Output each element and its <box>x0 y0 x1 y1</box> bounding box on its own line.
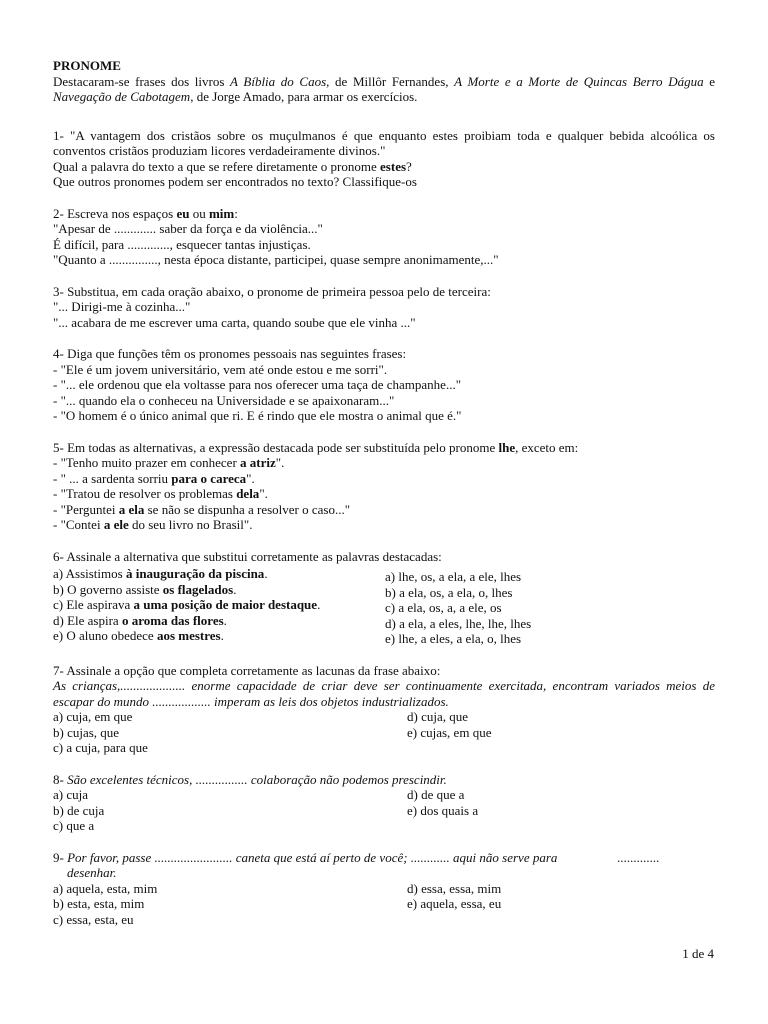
exercise-line <box>53 471 715 487</box>
question-6-heading: 6- Assinale a alternativa que substitui corretamente as palavras destacadas: <box>53 548 442 564</box>
option-text: e) O aluno obedece <box>53 628 157 643</box>
option-text: . <box>220 628 224 643</box>
highlighted-expression: para o careca <box>171 470 247 486</box>
question-9-options <box>53 881 715 928</box>
question-9-heading <box>53 850 715 866</box>
question-text: 5- Em todas as alternativas, a expressão destacada pode ser substituída pelo pronome <box>53 439 499 455</box>
answer-option: d) a ela, a eles, lhe, lhe, lhes <box>385 615 532 631</box>
option-item <box>53 613 385 629</box>
option-text: c) Ele aspirava <box>53 597 134 612</box>
book-title: Navegação de Cabotagem <box>53 89 191 104</box>
page-number: 1 de 4 <box>682 946 714 961</box>
answer-option: a) aquela, esta, mim <box>53 880 158 896</box>
question-8-heading <box>53 772 715 788</box>
options-right <box>407 709 715 756</box>
question-4-heading: 4- Diga que funções têm os pronomes pessoais nas seguintes frases: <box>53 346 407 361</box>
question-sentence: ............. <box>617 849 660 865</box>
option-text: d) Ele aspira <box>53 612 122 628</box>
answer-option: b) de cuja <box>53 802 105 818</box>
question-6 <box>53 549 715 647</box>
options-right <box>407 787 715 834</box>
answer-option: a) cuja <box>53 787 89 802</box>
page-title: PRONOME <box>53 58 121 73</box>
line-text: do seu livro no Brasil". <box>128 517 253 532</box>
option-text: a) Assistimos <box>53 566 126 581</box>
question-9-sentence-end: desenhar. <box>67 865 117 880</box>
question-6-sentences <box>53 566 385 647</box>
option-text: . <box>233 581 237 597</box>
answer-option: c) a ela, os, a, a ele, os <box>385 600 502 615</box>
question-3 <box>53 284 715 331</box>
answer-option: c) a cuja, para que <box>53 740 148 755</box>
exercise-line: "... acabara de me escrever uma carta, quando soube que ele vinha ..." <box>53 314 416 330</box>
answer-option: d) cuja, que <box>407 709 469 724</box>
option-item <box>53 628 385 644</box>
highlighted-expression: a uma posição de maior destaque <box>133 597 318 612</box>
option-item <box>53 582 385 598</box>
line-text: - "Tratou de resolver os problemas <box>53 486 237 501</box>
question-text: ou <box>189 205 209 221</box>
line-text: - "Tenho muito prazer em conhecer <box>53 455 241 470</box>
question-text: , exceto em: <box>515 439 579 455</box>
answer-option: a) lhe, os, a ela, a ele, lhes <box>385 569 522 584</box>
exercise-line: - "... quando ela o conheceu na Universidade e se apaixonaram..." <box>53 392 395 408</box>
question-sentence: Por favor, passe ........................ caneta que está aí perto de você; ............ aqui não serve para <box>67 849 558 865</box>
book-title: A Bíblia do Caos <box>230 73 327 89</box>
question-1 <box>53 128 715 190</box>
line-text: ". <box>246 470 255 486</box>
options-left <box>53 881 407 928</box>
line-text: ". <box>275 455 285 470</box>
question-2 <box>53 206 715 268</box>
option-text: . <box>264 566 268 581</box>
option-text: b) O governo assiste <box>53 581 163 597</box>
highlighted-expression: os flagelados <box>162 581 234 597</box>
exercise-line: - "... ele ordenou que ela voltasse para nos oferecer uma taça de champanhe..." <box>53 377 462 392</box>
intro-text: , de Jorge Amado, para armar os exercícios. <box>190 89 418 104</box>
exercise-line <box>53 455 715 471</box>
exercise-line: "Quanto a ..............., nesta época distante, participei, quase sempre anonimamente,..." <box>53 252 499 267</box>
question-6-columns <box>53 566 715 647</box>
question-sentence: São excelentes técnicos, ................ colaboração não podemos prescindir. <box>67 771 447 787</box>
answer-option: e) aquela, essa, eu <box>407 896 502 911</box>
question-text: 2- Escreva nos espaços <box>53 205 177 221</box>
question-number: 8- <box>53 771 68 787</box>
question-number: 9- <box>53 849 68 865</box>
question-1-line: Que outros pronomes podem ser encontrados no texto? Classifique-os <box>53 174 417 189</box>
question-text: ? <box>406 158 412 174</box>
question-2-heading <box>53 206 715 222</box>
question-8 <box>53 772 715 834</box>
option-text: . <box>317 597 321 612</box>
highlighted-word: estes <box>380 158 407 174</box>
exercise-line: - "Ele é um jovem universitário, vem até onde estou e me sorri". <box>53 361 388 377</box>
question-1-line <box>53 159 715 175</box>
highlighted-word: lhe <box>498 439 516 455</box>
question-4 <box>53 346 715 424</box>
question-5-heading <box>53 440 715 456</box>
exercise-line: É difícil, para ............., esquecer tantas injustiças. <box>53 236 311 252</box>
answer-option: b) cujas, que <box>53 724 120 740</box>
options-left <box>53 787 407 834</box>
answer-option: b) a ela, os, a ela, o, lhes <box>385 584 513 600</box>
answer-option: c) essa, esta, eu <box>53 911 134 927</box>
intro-text: , de Millôr Fernandes, <box>326 73 455 89</box>
answer-option: a) cuja, em que <box>53 709 133 724</box>
highlighted-word: eu <box>176 205 190 221</box>
question-text: Qual a palavra do texto a que se refere diretamente o pronome <box>53 158 381 174</box>
answer-option: d) essa, essa, mim <box>407 880 502 896</box>
answer-option: b) esta, esta, mim <box>53 896 145 911</box>
intro-text: Destacaram-se frases dos livros <box>53 73 231 89</box>
question-9 <box>53 850 715 928</box>
question-7-options <box>53 709 715 756</box>
question-1-text: 1- "A vantagem dos cristãos sobre os muçulmanos é que enquanto estes proibiam toda e qualquer bebida alcoólica os conventos cristãos produziam licores verdadeiramente divinos." <box>53 127 715 158</box>
highlighted-expression: a atriz <box>240 455 276 470</box>
options-right <box>407 881 715 928</box>
book-title: A Morte e a Morte de Quincas Berro Dágua <box>454 73 704 89</box>
line-text: - "Contei <box>53 517 104 532</box>
answer-option: c) que a <box>53 818 95 833</box>
answer-option: e) cujas, em que <box>407 724 492 740</box>
answer-option: e) lhe, a eles, a ela, o, lhes <box>385 631 522 646</box>
exercise-line <box>53 517 715 533</box>
line-text: ". <box>259 486 268 501</box>
question-text: : <box>234 205 238 221</box>
highlighted-expression: aos mestres <box>156 628 221 643</box>
intro-paragraph <box>53 74 715 105</box>
highlighted-word: mim <box>208 205 235 221</box>
exercise-line <box>53 486 715 502</box>
highlighted-expression: a ele <box>103 517 129 532</box>
highlighted-expression: a ela <box>118 501 145 517</box>
option-item <box>53 597 385 613</box>
options-left <box>53 709 407 756</box>
question-6-answers <box>385 566 531 647</box>
highlighted-expression: dela <box>236 486 260 501</box>
question-3-heading: 3- Substitua, em cada oração abaixo, o pronome de primeira pessoa pelo de terceira: <box>53 283 491 299</box>
question-7-heading: 7- Assinale a opção que completa corretamente as lacunas da frase abaixo: <box>53 662 441 678</box>
question-7-sentence: As crianças,.................... enorme capacidade de criar deve ser continuamente exercitada, encontram variados meios de escapar do mundo .................. imperam as leis dos objetos industrializados. <box>53 678 715 709</box>
line-text: - " ... a sardenta sorriu <box>53 470 172 486</box>
option-text: . <box>223 612 227 628</box>
exercise-line: "Apesar de ............. saber da força e da violência..." <box>53 221 323 236</box>
exercise-line: - "O homem é o único animal que ri. E é rindo que ele mostra o animal que é." <box>53 408 462 423</box>
answer-option: d) de que a <box>407 787 465 802</box>
line-text: - "Perguntei <box>53 501 119 517</box>
line-text: se não se dispunha a resolver o caso..." <box>144 501 351 517</box>
highlighted-expression: o aroma das flores <box>121 612 224 628</box>
option-item <box>53 566 385 582</box>
exercise-line: "... Dirigi-me à cozinha..." <box>53 299 191 314</box>
intro-text: e <box>703 73 715 89</box>
highlighted-expression: à inauguração da piscina <box>125 566 265 581</box>
document-content <box>53 58 715 927</box>
question-5 <box>53 440 715 533</box>
exercise-line <box>53 502 715 518</box>
question-7 <box>53 663 715 756</box>
answer-option: e) dos quais a <box>407 802 479 818</box>
question-8-options <box>53 787 715 834</box>
